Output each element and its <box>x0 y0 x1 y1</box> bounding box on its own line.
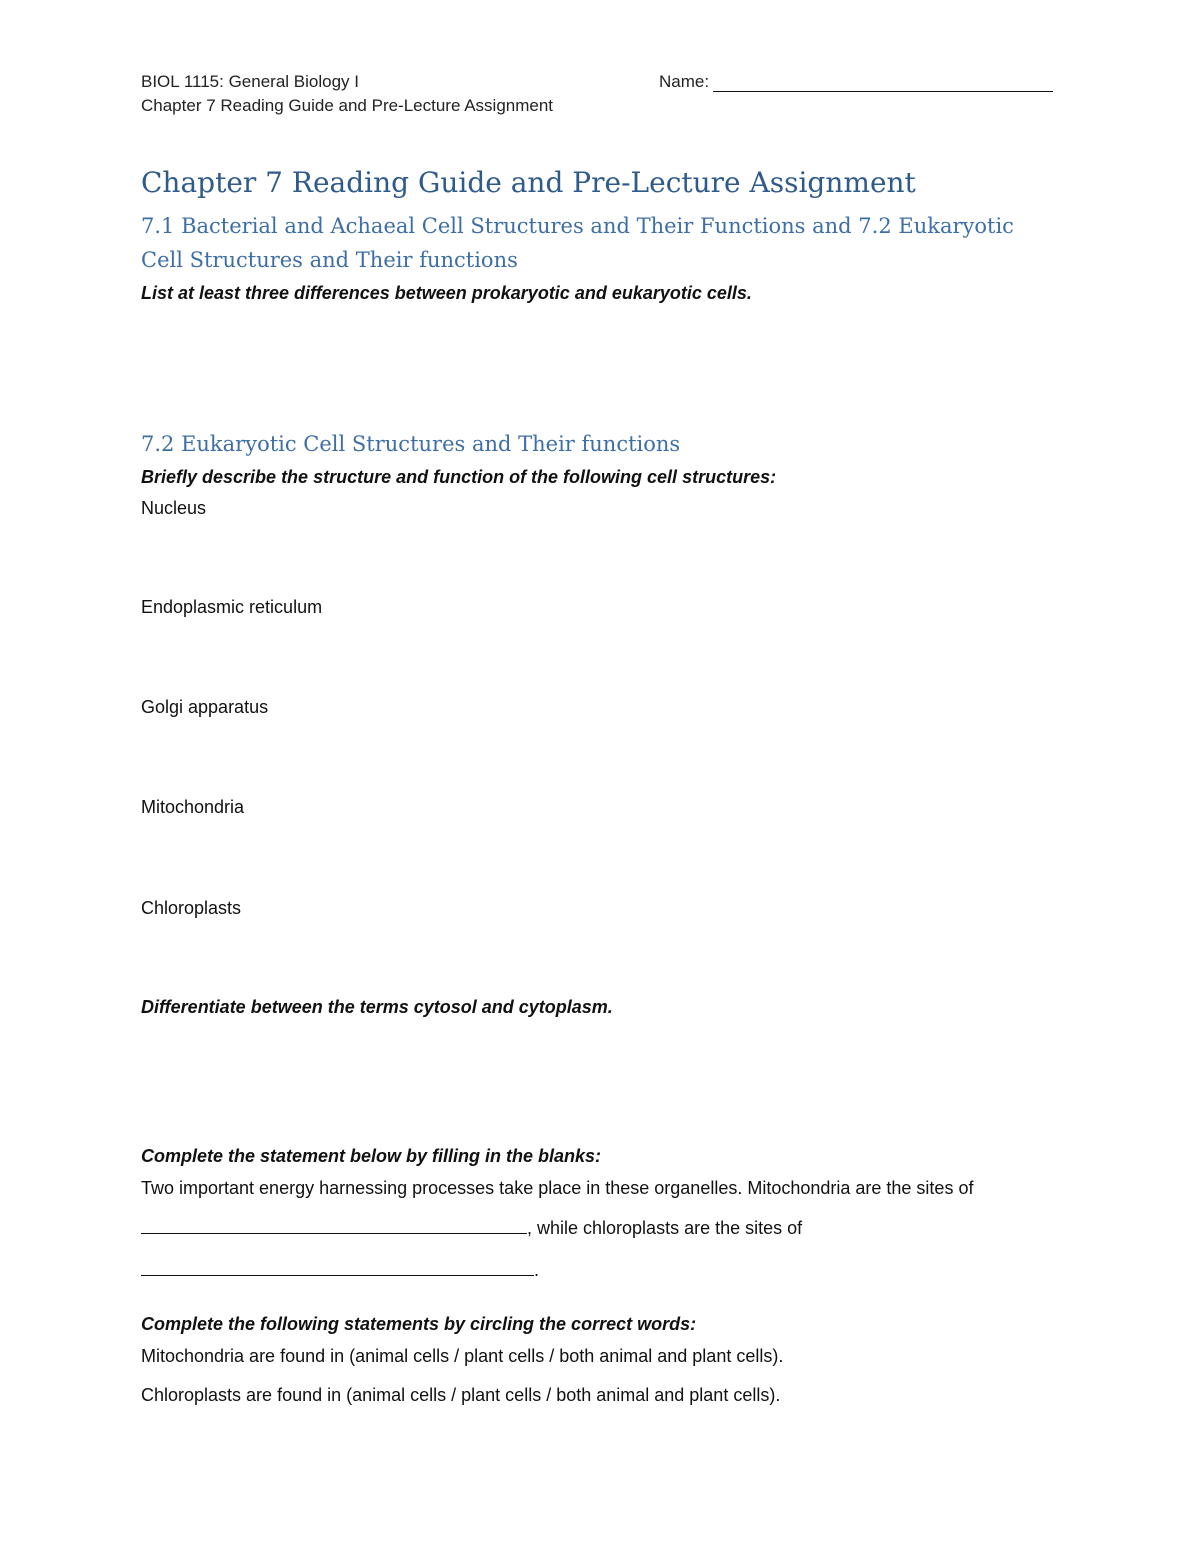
item-nucleus: Nucleus <box>141 498 207 518</box>
fill-blanks-line1: Two important energy harnessing processes take place in these organelles. Mitochondria are the sites of <box>141 1178 974 1198</box>
blank-chloroplast-process[interactable] <box>141 1259 534 1276</box>
item-mitochondria: Mitochondria <box>141 797 245 817</box>
section1-question: List at least three differences between prokaryotic and eukaryotic cells. <box>141 283 752 303</box>
name-field[interactable] <box>659 72 1053 92</box>
fill-blanks-line3 <box>141 1259 539 1281</box>
section1-heading-line1: 7.1 Bacterial and Achaeal Cell Structures and Their Functions and 7.2 Eukaryotic <box>141 214 1014 238</box>
fill-blanks-line2 <box>141 1217 802 1239</box>
cytosol-question: Differentiate between the terms cytosol and cytoplasm. <box>141 997 613 1017</box>
item-endoplasmic-reticulum: Endoplasmic reticulum <box>141 597 323 617</box>
section2-question: Briefly describe the structure and function of the following cell structures: <box>141 467 777 487</box>
section1-heading-line2: Cell Structures and Their functions <box>141 248 518 272</box>
circle-statement-mitochondria[interactable]: Mitochondria are found in (animal cells / plant cells / both animal and plant cells). <box>141 1346 784 1366</box>
name-blank-line[interactable] <box>713 73 1053 92</box>
circle-instruction: Complete the following statements by circling the correct words: <box>141 1314 697 1334</box>
section2-heading: 7.2 Eukaryotic Cell Structures and Their functions <box>141 432 681 456</box>
blank-mitochondria-process[interactable] <box>141 1217 527 1234</box>
item-chloroplasts: Chloroplasts <box>141 898 242 918</box>
fill-blanks-instruction: Complete the statement below by filling in the blanks: <box>141 1146 602 1166</box>
header-subtitle: Chapter 7 Reading Guide and Pre-Lecture Assignment <box>141 96 554 115</box>
fill-blanks-line2-text: , while chloroplasts are the sites of <box>527 1218 803 1238</box>
fill-blanks-line3-text: . <box>534 1260 540 1280</box>
course-title: BIOL 1115: General Biology I <box>141 72 359 91</box>
name-label: Name: <box>659 72 710 91</box>
circle-statement-chloroplasts[interactable]: Chloroplasts are found in (animal cells / plant cells / both animal and plant cells). <box>141 1385 781 1405</box>
item-golgi-apparatus: Golgi apparatus <box>141 697 269 717</box>
page-title: Chapter 7 Reading Guide and Pre-Lecture Assignment <box>141 166 916 199</box>
